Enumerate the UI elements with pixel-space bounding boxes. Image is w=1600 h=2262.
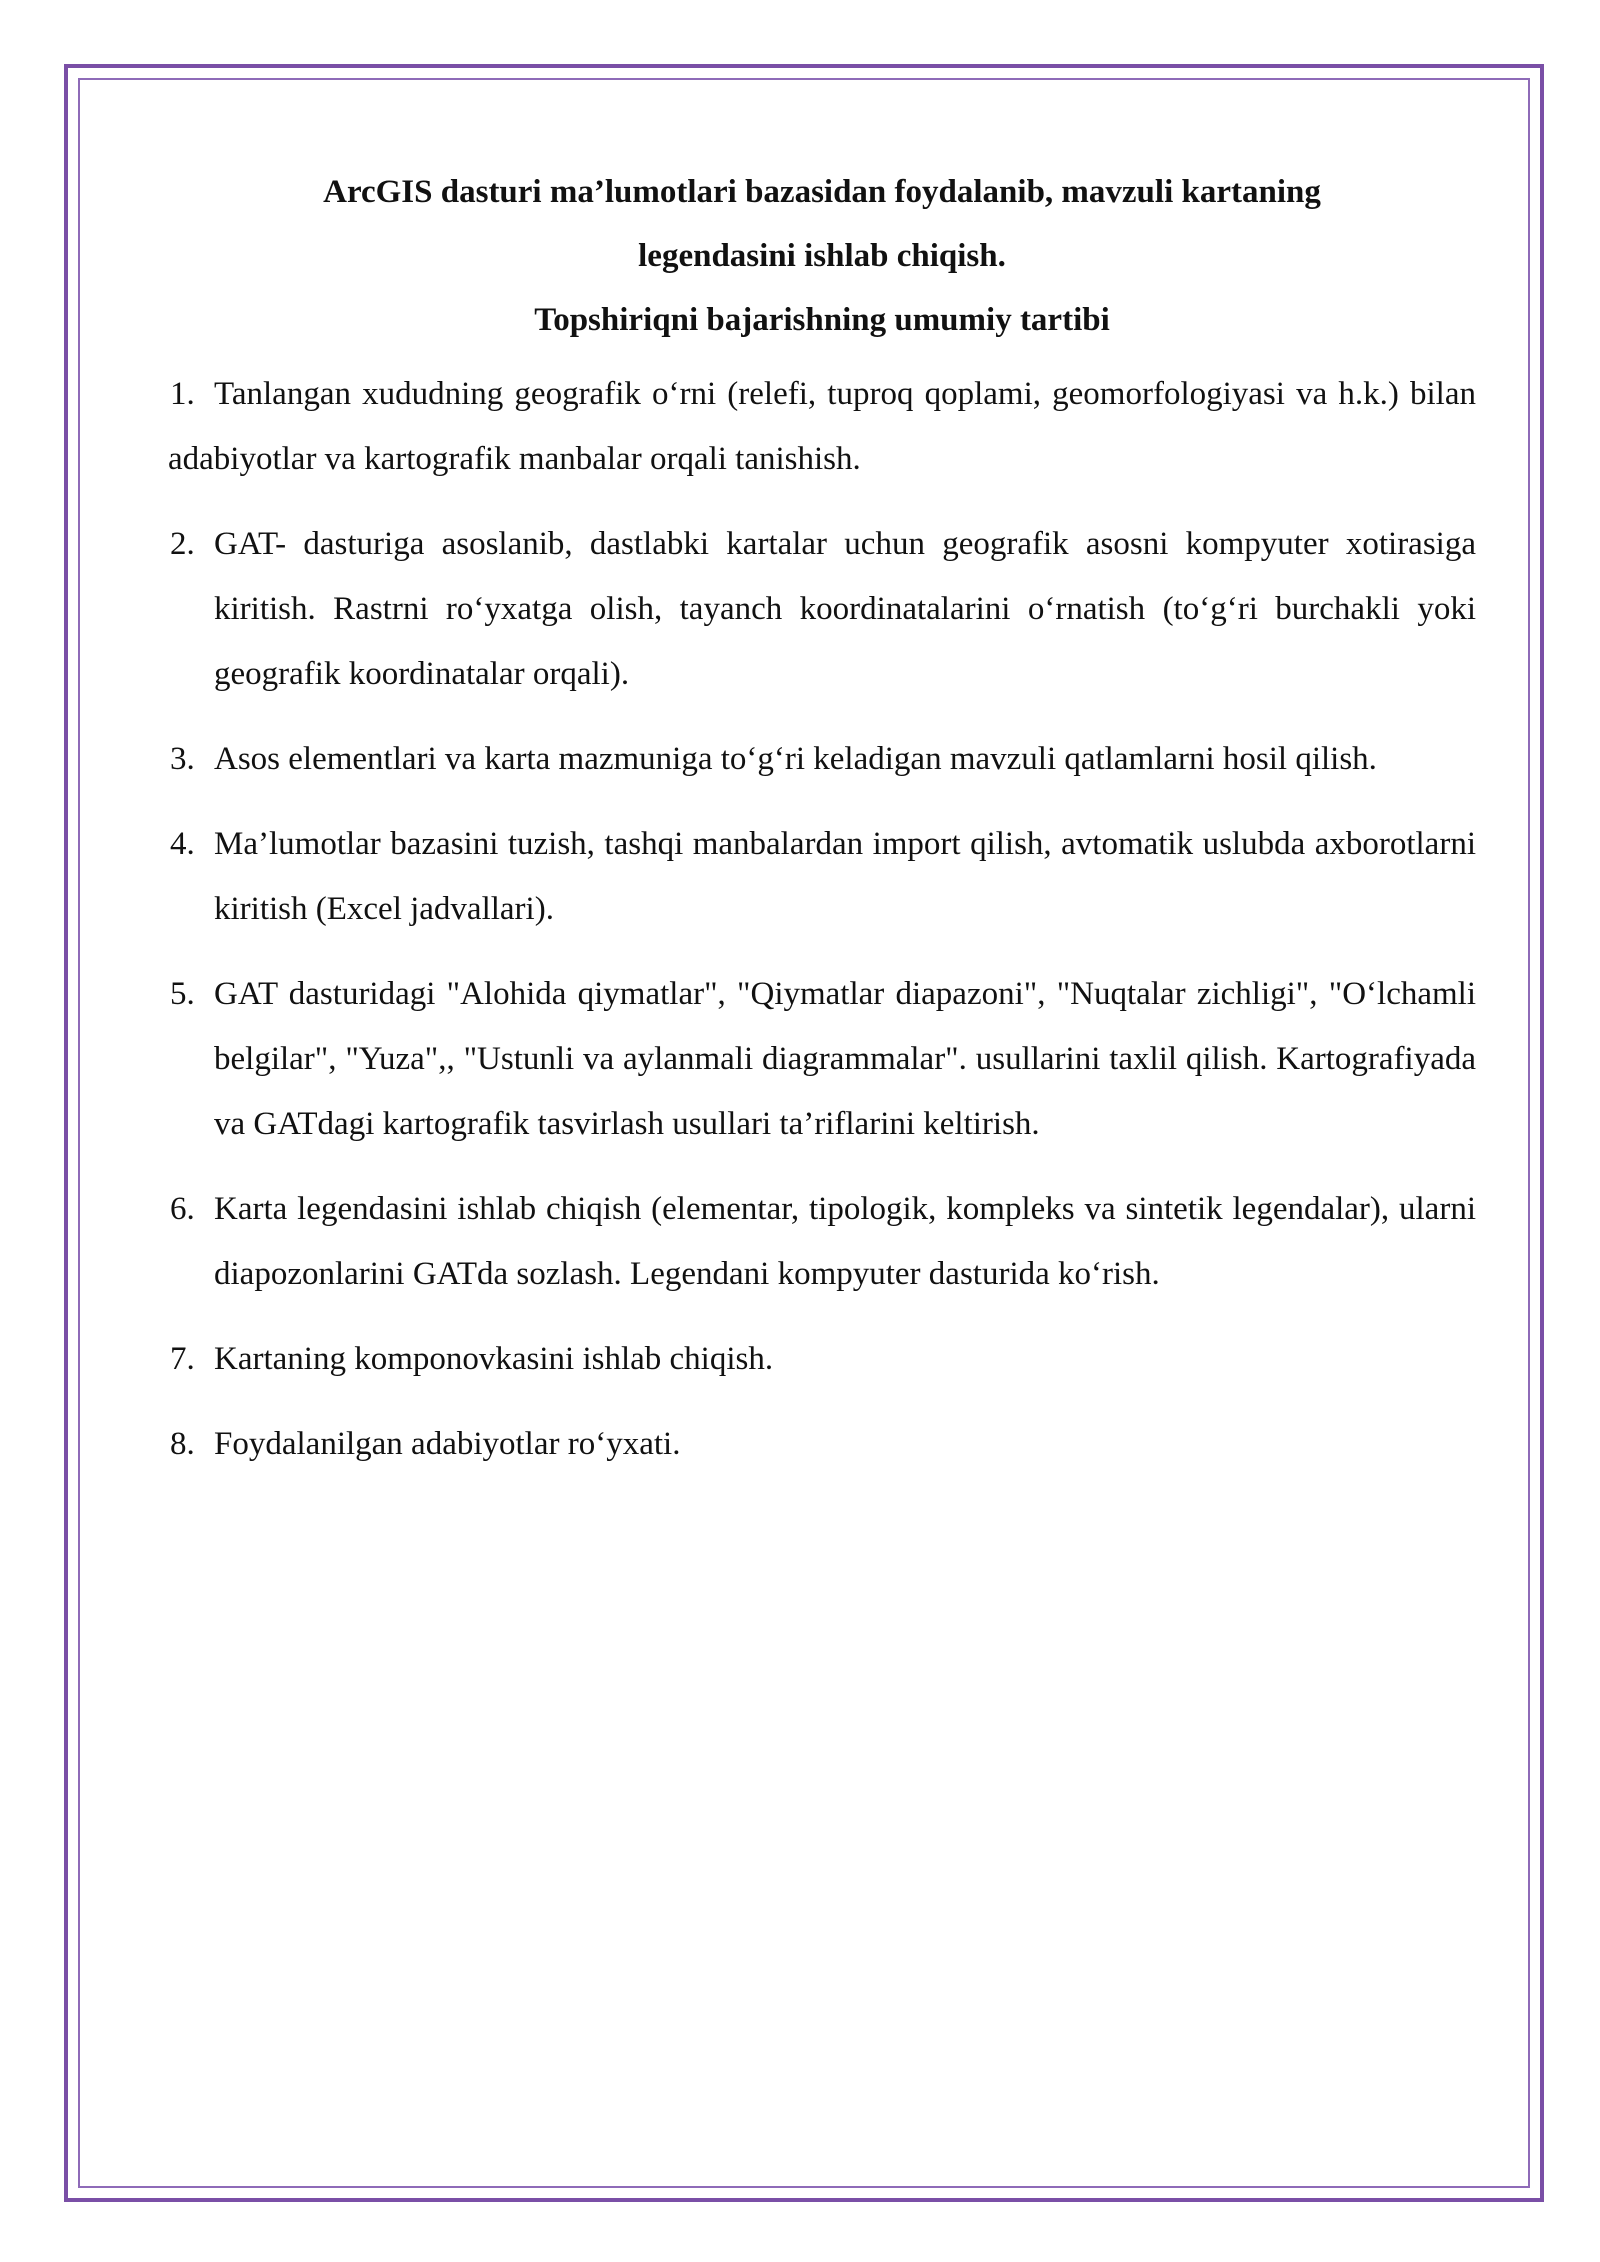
list-item-text: Tanlangan xududning geografik o‘rni (relefi, tuproq qoplami, geomorfologiyasi va h.k.) bilan adabiyotlar va kartografik manbalar orqali tanishish. xyxy=(168,376,1476,477)
list-item-number: 1. xyxy=(170,376,195,412)
document-subtitle: Topshiriqni bajarishning umumiy tartibi xyxy=(534,302,1110,338)
list-item-number: 6. xyxy=(170,1191,195,1227)
list-item xyxy=(168,1327,1476,1392)
list-item xyxy=(168,812,1476,942)
list-item-text: GAT- dasturiga asoslanib, dastlabki kartalar uchun geografik asosni kompyuter xotirasiga kiritish. Rastrni ro‘yxatga olish, tayanch koordinatalarini o‘rnatish (to‘g‘ri burchakli yoki geografik koordinatalar orqali). xyxy=(214,526,1476,692)
list-item xyxy=(168,962,1476,1157)
list-item xyxy=(168,727,1476,792)
task-list xyxy=(168,362,1476,1477)
list-item xyxy=(168,512,1476,707)
list-item-number: 7. xyxy=(170,1341,195,1377)
list-item-number: 2. xyxy=(170,526,195,562)
list-item xyxy=(168,1177,1476,1307)
document-title-line-2: legendasini ishlab chiqish. xyxy=(638,238,1006,274)
list-item-number: 3. xyxy=(170,741,195,777)
list-item-text: Foydalanilgan adabiyotlar ro‘yxati. xyxy=(214,1426,681,1462)
list-item-number: 5. xyxy=(170,976,195,1012)
list-item-number: 4. xyxy=(170,826,195,862)
list-item-text: GAT dasturidagi "Alohida qiymatlar", "Qiymatlar diapazoni", "Nuqtalar zichligi", "O‘lchamli belgilar", "Yuza",, "Ustunli va aylanmali diagrammalar". usullarini taxlil qilish. Kartografiyada va GATdagi kartografik tasvirlash usullari ta’riflarini keltirish. xyxy=(214,976,1476,1142)
document-title-line-1: ArcGIS dasturi ma’lumotlari bazasidan foydalanib, mavzuli kartaning xyxy=(323,174,1321,210)
list-item-number: 8. xyxy=(170,1426,195,1462)
list-item-text: Kartaning komponovkasini ishlab chiqish. xyxy=(214,1341,774,1377)
list-item-text: Ma’lumotlar bazasini tuzish, tashqi manbalardan import qilish, avtomatik uslubda axborotlarni kiritish (Excel jadvallari). xyxy=(214,826,1476,927)
list-item-text: Karta legendasini ishlab chiqish (elementar, tipologik, kompleks va sintetik legendalar), ularni diapozonlarini GATda sozlash. Legendani kompyuter dasturida ko‘rish. xyxy=(214,1191,1476,1292)
list-item xyxy=(168,362,1476,492)
list-item-text: Asos elementlari va karta mazmuniga to‘g‘ri keladigan mavzuli qatlamlarni hosil qilish. xyxy=(214,741,1377,777)
document-body xyxy=(168,160,1476,1497)
list-item xyxy=(168,1412,1476,1477)
